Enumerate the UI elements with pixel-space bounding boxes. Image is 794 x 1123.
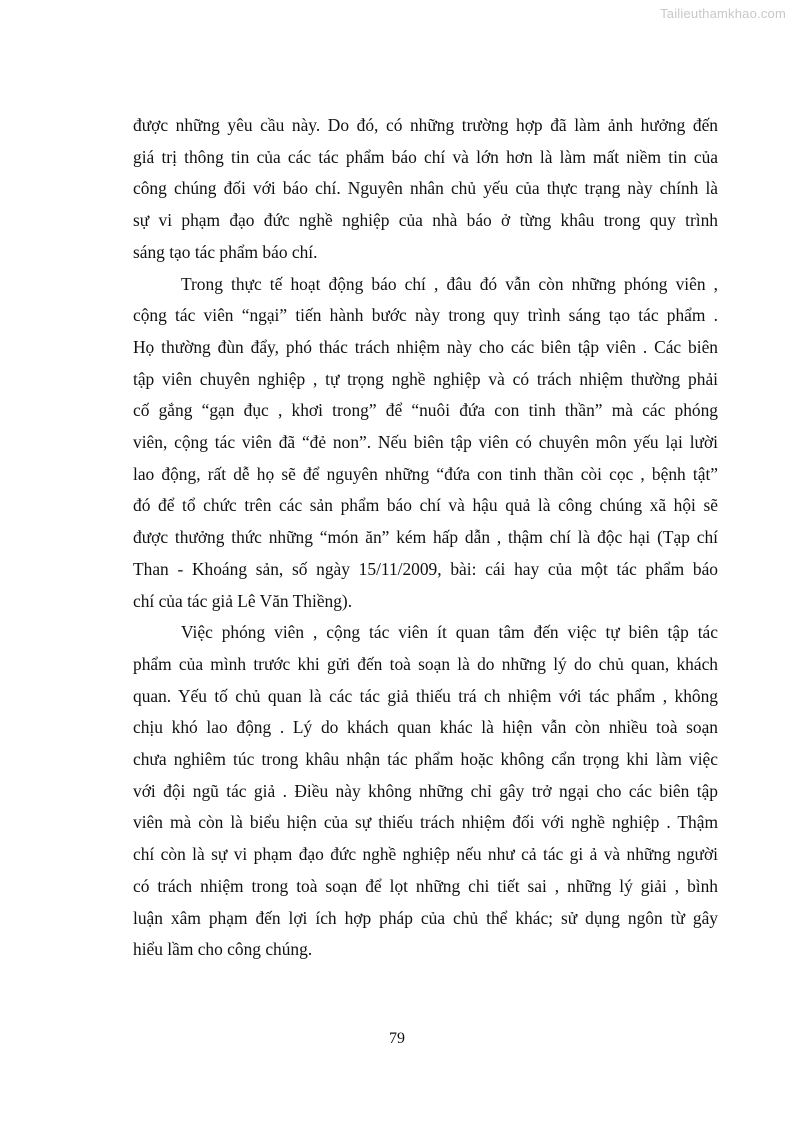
text-line: công chúng đối với báo chí. Nguyên nhân chủ yếu của thực trạng này chính là <box>133 178 718 199</box>
text-line: được những yêu cầu này. Do đó, có những trường hợp đã làm ảnh hưởng đến <box>133 115 718 135</box>
document-body <box>133 110 718 966</box>
text-line: Việc phóng viên , cộng tác viên ít quan tâm đến việc tự biên tập tác <box>181 622 718 643</box>
text-line: cộng tác viên “ngại” tiến hành bước này trong quy trình sáng tạo tác phẩm . <box>133 305 718 326</box>
text-line: chịu khó lao động . Lý do khách quan khác là hiện vẫn còn nhiều toà soạn <box>133 717 718 738</box>
watermark: Tailieuthamkhao.com <box>660 6 786 21</box>
page-number: 79 <box>389 1030 405 1047</box>
text-line: chí của tác giả Lê Văn Thiềng). <box>133 590 353 611</box>
text-line: đó để tổ chức trên các sản phẩm báo chí và hậu quả là công chúng xã hội sẽ <box>133 495 718 516</box>
text-line: giá trị thông tin của các tác phẩm báo chí và lớn hơn là làm mất niềm tin của <box>133 146 718 167</box>
text-line: có trách nhiệm trong toà soạn để lọt những chi tiết sai , những lý giải , bình <box>133 875 718 896</box>
text-line: cố gắng “gạn đục , khơi trong” để “nuôi đứa con tinh thần” mà các phóng <box>133 400 718 421</box>
text-line: chưa nghiêm túc trong khâu nhận tác phẩm hoặc không cẩn trọng khi làm việc <box>133 749 718 770</box>
text-line: viên, cộng tác viên đã “đẻ non”. Nếu biên tập viên có chuyên môn yếu lại lười <box>133 432 718 453</box>
text-line: chí còn là sự vi phạm đạo đức nghề nghiệp nếu như cả tác gi ả và những người <box>133 844 718 865</box>
text-line: quan. Yếu tố chủ quan là các tác giả thiếu trá ch nhiệm với tác phẩm , không <box>133 685 718 706</box>
text-line: Họ thường đùn đẩy, phó thác trách nhiệm này cho các biên tập viên . Các biên <box>133 336 718 357</box>
text-line: sáng tạo tác phẩm báo chí. <box>133 241 318 262</box>
text-line: lao động, rất dễ họ sẽ để nguyên những “đứa con tinh thần còi cọc , bệnh tật” <box>133 463 718 484</box>
text-line: hiểu lầm cho công chúng. <box>133 939 313 960</box>
text-line: Trong thực tế hoạt động báo chí , đâu đó vẫn còn những phóng viên , <box>181 273 718 294</box>
paragraph <box>133 269 718 618</box>
text-line: viên mà còn là biểu hiện của sự thiếu trách nhiệm đối với nghề nghiệp . Thậm <box>133 812 718 833</box>
text-line: phẩm của mình trước khi gửi đến toà soạn là do những lý do chủ quan, khách <box>133 653 718 674</box>
text-line: với đội ngũ tác giả . Điều này không những chỉ gây trở ngại cho các biên tập <box>133 780 718 801</box>
text-line: sự vi phạm đạo đức nghề nghiệp của nhà báo ở từng khâu trong quy trình <box>133 210 718 231</box>
text-line: được thưởng thức những “món ăn” kém hấp dẫn , thậm chí là độc hại (Tạp chí <box>133 527 718 548</box>
paragraph <box>133 110 718 269</box>
text-line: tập viên chuyên nghiệp , tự trọng nghề nghiệp và có trách nhiệm thường phải <box>133 368 718 389</box>
text-line: luận xâm phạm đến lợi ích hợp pháp của chủ thể khác; sử dụng ngôn từ gây <box>133 907 718 928</box>
paragraph <box>133 617 718 966</box>
text-line: Than - Khoáng sản, số ngày 15/11/2009, bài: cái hay của một tác phẩm báo <box>133 558 718 579</box>
